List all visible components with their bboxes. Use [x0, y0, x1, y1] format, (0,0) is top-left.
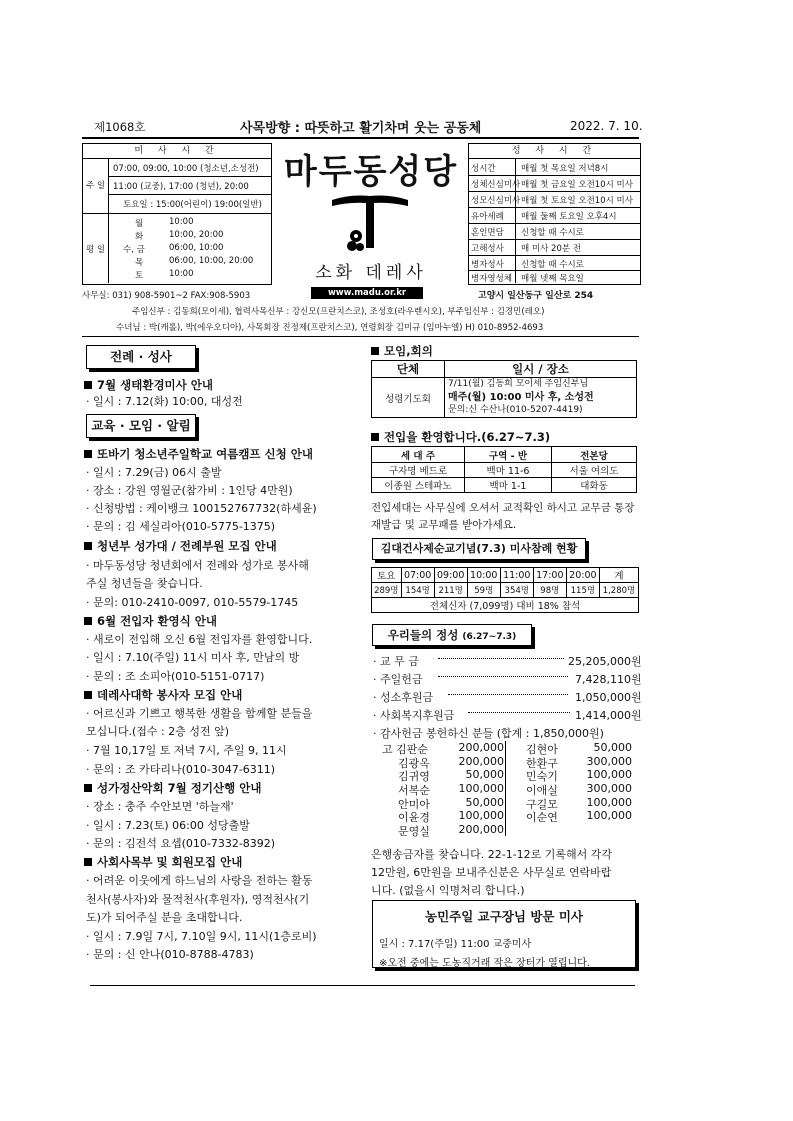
bank-note: 12만원, 6만원을 보내주신분은 사무실로 연락바랍	[371, 866, 612, 879]
attendance-header: 17:00	[533, 568, 566, 583]
farmers-sunday-line: ※오전 중에는 도농직거래 작은 장터가 열립니다.	[379, 958, 590, 969]
donor-amount: 300,000	[586, 782, 632, 795]
notice-line: · 일시 : 7.23(토) 06:00 성당출발	[86, 819, 250, 832]
weekday-label: 평 일	[86, 245, 106, 255]
notice-title: 사회사목부 및 회원모집 안내	[84, 854, 242, 870]
square-bullet-icon	[84, 450, 92, 458]
church-website-link[interactable]: www.madu.or.kr	[311, 287, 423, 299]
weekday-day: 토	[135, 271, 144, 281]
sacrament-name: 성모신심미사	[471, 196, 521, 206]
sunday-line: 11:00 (교중), 17:00 (청년), 20:00	[113, 182, 249, 192]
offering-label: · 주일헌금	[373, 673, 423, 686]
notice-title: 데레사대학 봉사자 모집 안내	[84, 687, 242, 703]
sacrament-name: 성체신심미사	[471, 180, 521, 190]
welcome-cell: 서울 여의도	[552, 463, 637, 478]
welcome-table	[371, 446, 637, 493]
notice-line: · 문의 : 조 카타리나(010-3047-6311)	[86, 763, 276, 776]
meeting-line: 7/11(월) 김동희 모이세 주임신부님	[448, 379, 589, 389]
attendance-header: 11:00	[500, 568, 533, 583]
welcome-header: 구역 - 반	[465, 447, 552, 463]
donor-name: 김귀영	[398, 770, 430, 783]
notice-line: 주실 청년들을 찾습니다.	[86, 577, 203, 590]
mass-times-box	[82, 143, 272, 285]
saturday-line: 토요일 : 15:00(어린이) 19:00(일반)	[123, 200, 262, 210]
notice-line: · 장소 : 충주 수안보면 '하늘재'	[86, 800, 234, 813]
donor-amount: 50,000	[465, 796, 504, 809]
sacrament-name: 유아세례	[471, 212, 504, 222]
header-bottom-rule	[82, 336, 639, 337]
donor-amount: 300,000	[586, 755, 632, 768]
thanks-offering-line: · 감사헌금 봉헌하신 분들 (합계 : 1,850,000원)	[373, 727, 604, 740]
offering-label: · 사회복지후원금	[373, 709, 455, 722]
square-bullet-icon	[371, 347, 379, 355]
donor-name: 김광옥	[398, 757, 430, 770]
donor-amount: 100,000	[458, 809, 504, 822]
notice-title: 또바기 청소년주일학교 여름캠프 신청 안내	[84, 446, 313, 462]
donor-name: 안미아	[398, 798, 430, 811]
sacrament-time: 매 미사 20분 전	[521, 244, 581, 254]
attendance-count: 98명	[533, 583, 566, 598]
patron-saint: 소화 데레사	[315, 263, 427, 283]
dot-leader	[438, 652, 564, 665]
staff-line: 주임신부 : 김동희(모이세), 협력사목신부 : 강신모(프란치스코), 조성호(라우렌시오), 부주임신부 : 김경민(레오)	[132, 307, 545, 317]
weekday-time: 10:00	[169, 217, 194, 227]
sacrament-time: 매월 둘째 토요일 오후4시	[521, 212, 617, 222]
meeting-line: 매주(월) 10:00 미사 후, 소성전	[448, 392, 594, 403]
welcome-cell: 이종원 스테파노	[372, 478, 465, 493]
attendance-count: 354명	[500, 583, 533, 598]
church-name: 마두동성당	[283, 152, 459, 192]
notice-line: · 일시 : 7.9일 7시, 7.10일 9시, 11시(1층로비)	[86, 930, 317, 943]
attendance-count: 289명	[372, 583, 402, 598]
weekday-time: 10:00, 20:00	[169, 230, 224, 240]
offering-period: (6.27~7.3)	[462, 632, 517, 642]
donor-amount: 100,000	[458, 782, 504, 795]
square-bullet-icon	[84, 691, 92, 699]
offering-title-box	[372, 624, 532, 646]
weekday-day: 화	[135, 232, 144, 242]
notice-line: · 마두동성당 청년회에서 전례와 성가로 봉사해	[86, 559, 309, 572]
donor-name: 민숙기	[526, 770, 558, 783]
sacrament-time: 매월 첫 토요일 오전10시 미사	[521, 196, 633, 206]
notice-title: 6월 전입자 환영식 안내	[84, 613, 217, 629]
donor-amount: 50,000	[465, 768, 504, 781]
attendance-title: 김대건사제순교기념(7.3) 미사참례 현황	[372, 538, 586, 560]
notice-line: · 새로이 전입해 오신 6월 전입자를 환영합니다.	[86, 633, 313, 646]
welcome-cell: 대화동	[552, 478, 637, 493]
bank-note: 니다. (없을시 익명처리 합니다.)	[371, 884, 525, 897]
donor-amount: 50,000	[593, 741, 632, 754]
attendance-header: 계	[599, 568, 638, 583]
notice-line: · 장소 : 강원 영월군(참가비 : 1인당 4만원)	[86, 484, 293, 497]
welcome-cell: 백마 11-6	[465, 463, 552, 478]
notice-line: · 어르신과 기쁘고 행복한 생활을 함께할 분들을	[86, 707, 313, 720]
attendance-count: 59명	[467, 583, 500, 598]
offering-label: · 교 무 금	[373, 655, 419, 668]
farmers-sunday-line: 일시 : 7.17(주일) 11:00 교중미사	[379, 939, 532, 950]
notice-line: · 7월 10,17일 토 저녁 7시, 주일 9, 11시	[86, 744, 287, 757]
weekday-time: 06:00, 10:00, 20:00	[169, 256, 254, 266]
donor-name: 이순연	[526, 811, 558, 824]
notice-title: 성가정산악회 7월 정기산행 안내	[84, 780, 261, 796]
sacrament-time: 매월 첫 목요일 저녁8시	[521, 164, 609, 174]
donor-amount: 200,000	[458, 741, 504, 754]
dot-leader	[448, 688, 568, 701]
welcome-note: 전입세대는 사무실에 오셔서 교적확인 하시고 교무금 통장	[371, 502, 635, 514]
offering-amount: 1,050,000원	[575, 691, 642, 704]
attendance-table	[371, 567, 639, 613]
meeting-heading: 모임,회의	[371, 343, 433, 359]
weekday-time: 06:00, 10:00	[169, 243, 224, 253]
farmers-sunday-box	[372, 900, 636, 968]
donor-name: 김현아	[526, 743, 558, 756]
issue-number: 제1068호	[94, 120, 146, 134]
sacrament-time: 신청할 때 수시로	[521, 260, 584, 270]
section-liturgy: 전례 · 성사	[86, 345, 196, 369]
footer-rule	[90, 985, 635, 986]
donor-name: 한환구	[526, 757, 558, 770]
donor-name: 고 김판순	[382, 743, 429, 756]
cross-rose-logo-icon	[330, 190, 410, 256]
weekday-day: 목	[135, 258, 144, 268]
staff-line: 수녀님 : 박(캐롤), 박(에우오디아), 사목회장 진정제(프란치스코), 연령회장 김미규 (임마누엘) H) 010-8952-4693	[116, 323, 544, 333]
sacrament-name: 병자성사	[471, 260, 504, 270]
dot-leader	[438, 670, 564, 683]
welcome-cell: 구자명 베드로	[372, 463, 465, 478]
attendance-header: 09:00	[434, 568, 467, 583]
sacraments-box	[468, 143, 641, 285]
notice-line: · 문의 : 조 소피아(010-5151-0717)	[86, 670, 265, 683]
welcome-header: 전본당	[552, 447, 637, 463]
sacrament-name: 고해성사	[471, 244, 504, 254]
notice-line: · 문의 : 김 세실리아(010-5775-1375)	[86, 520, 276, 533]
bank-note: 은행송금자를 찾습니다. 22-1-12로 기록해서 각각	[371, 848, 613, 861]
square-bullet-icon	[84, 617, 92, 625]
dot-leader	[468, 706, 568, 719]
welcome-header: 세 대 주	[372, 447, 465, 463]
attendance-header: 토요	[372, 568, 402, 583]
notice-line: 도)가 되어주실 분을 초대합니다.	[86, 911, 243, 924]
donor-divider	[505, 741, 506, 836]
farmers-sunday-title: 농민주일 교구장님 방문 미사	[425, 909, 583, 924]
attendance-header: 20:00	[566, 568, 599, 583]
attendance-header: 10:00	[467, 568, 500, 583]
square-bullet-icon	[84, 784, 92, 792]
notice-line: · 신청방법 : 케이뱅크 100152767732(하세윤)	[86, 502, 317, 515]
notice-line: · 문의 : 김전석 요셉(010-7332-8392)	[86, 837, 276, 850]
square-bullet-icon	[84, 542, 92, 550]
donor-amount: 100,000	[586, 796, 632, 809]
sacraments-title: 성 사 시 간	[469, 144, 640, 159]
sacrament-name: 병자영성체	[471, 274, 513, 284]
notice-line: · 어려운 이웃에게 하느님의 사랑을 전하는 활동	[86, 874, 313, 887]
donor-amount: 100,000	[586, 768, 632, 781]
meeting-group: 성령기도회	[372, 378, 445, 418]
attendance-count: 115명	[566, 583, 599, 598]
mass-times-title: 미 사 시 간	[83, 144, 271, 159]
meeting-table	[371, 360, 637, 418]
weekday-day: 수, 금	[123, 245, 145, 255]
square-bullet-icon	[371, 433, 379, 441]
attendance-count: 154명	[401, 583, 434, 598]
offering-label: · 성소후원금	[373, 691, 434, 704]
church-address: 고양시 일산동구 일산로 254	[478, 291, 594, 301]
header-rule	[82, 137, 639, 139]
notice-title: 7월 생태환경미사 안내	[84, 377, 213, 393]
sacrament-time: 신청할 때 수시로	[521, 228, 584, 238]
attendance-count: 211명	[434, 583, 467, 598]
donor-name: 이애실	[526, 784, 558, 797]
sacrament-name: 성시간	[471, 164, 496, 174]
attendance-total: 전체신자 (7,099명) 대비 18% 참석	[372, 598, 639, 613]
notice-line: 천사(봉사자)와 물적천사(후원자), 영적천사(기	[86, 893, 310, 906]
weekday-time: 10:00	[169, 269, 194, 279]
attendance-header: 07:00	[401, 568, 434, 583]
offering-amount: 1,414,000원	[575, 709, 642, 722]
section-education: 교육 · 모임 · 알림	[86, 414, 196, 438]
notice-line: · 문의: 010-2410-0097, 010-5579-1745	[86, 596, 299, 609]
notice-line: 모십니다.(접수 : 2층 성전 앞)	[86, 725, 230, 738]
notice-line: · 문의 : 신 안나(010-8788-4783)	[86, 948, 254, 961]
donor-name: 구길모	[526, 798, 558, 811]
square-bullet-icon	[84, 381, 92, 389]
donor-amount: 200,000	[458, 823, 504, 836]
donor-amount: 100,000	[586, 809, 632, 822]
issue-date: 2022. 7. 10.	[570, 119, 643, 133]
attendance-count: 1,280명	[599, 583, 638, 598]
office-contact: 사무실: 031) 908-5901~2 FAX:908-5903	[82, 291, 251, 301]
sacrament-time: 매월 첫 금요일 오전10시 미사	[521, 180, 633, 190]
weekday-day: 월	[135, 219, 144, 229]
square-bullet-icon	[84, 858, 92, 866]
meeting-header: 일시 / 장소	[445, 361, 637, 378]
sunday-line: 07:00, 09:00, 10:00 (청소년,소성전)	[113, 164, 259, 174]
donor-amount: 200,000	[458, 755, 504, 768]
pastoral-motto: 사목방향 : 따뜻하고 활기차며 웃는 공동체	[240, 121, 482, 136]
welcome-note: 재발급 및 교무패를 받아가세요.	[371, 519, 517, 531]
offering-amount: 25,205,000원	[568, 655, 642, 668]
welcome-heading: 전입을 환영합니다.(6.27~7.3)	[371, 429, 550, 445]
meeting-header: 단체	[372, 361, 445, 378]
welcome-cell: 백마 1-1	[465, 478, 552, 493]
notice-title: 청년부 성가대 / 전례부원 모집 안내	[84, 538, 277, 554]
notice-line: · 일시 : 7.29(금) 06시 출발	[86, 466, 222, 479]
donor-name: 서복순	[398, 784, 430, 797]
donor-name: 문영실	[398, 825, 430, 838]
offering-amount: 7,428,110원	[575, 673, 642, 686]
notice-line: · 일시 : 7.10(주일) 11시 미사 후, 만남의 방	[86, 651, 300, 664]
donor-name: 이윤경	[398, 811, 430, 824]
sacrament-name: 혼인면담	[471, 228, 504, 238]
notice-line: · 일시 : 7.12(화) 10:00, 대성전	[86, 395, 243, 408]
sacrament-time: 매월 넷째 목요일	[521, 274, 584, 284]
offering-title: 우리들의 정성	[387, 628, 459, 642]
sunday-label: 주 일	[86, 181, 106, 191]
meeting-line: 문의:신 수산나(010-5207-4419)	[448, 405, 583, 415]
